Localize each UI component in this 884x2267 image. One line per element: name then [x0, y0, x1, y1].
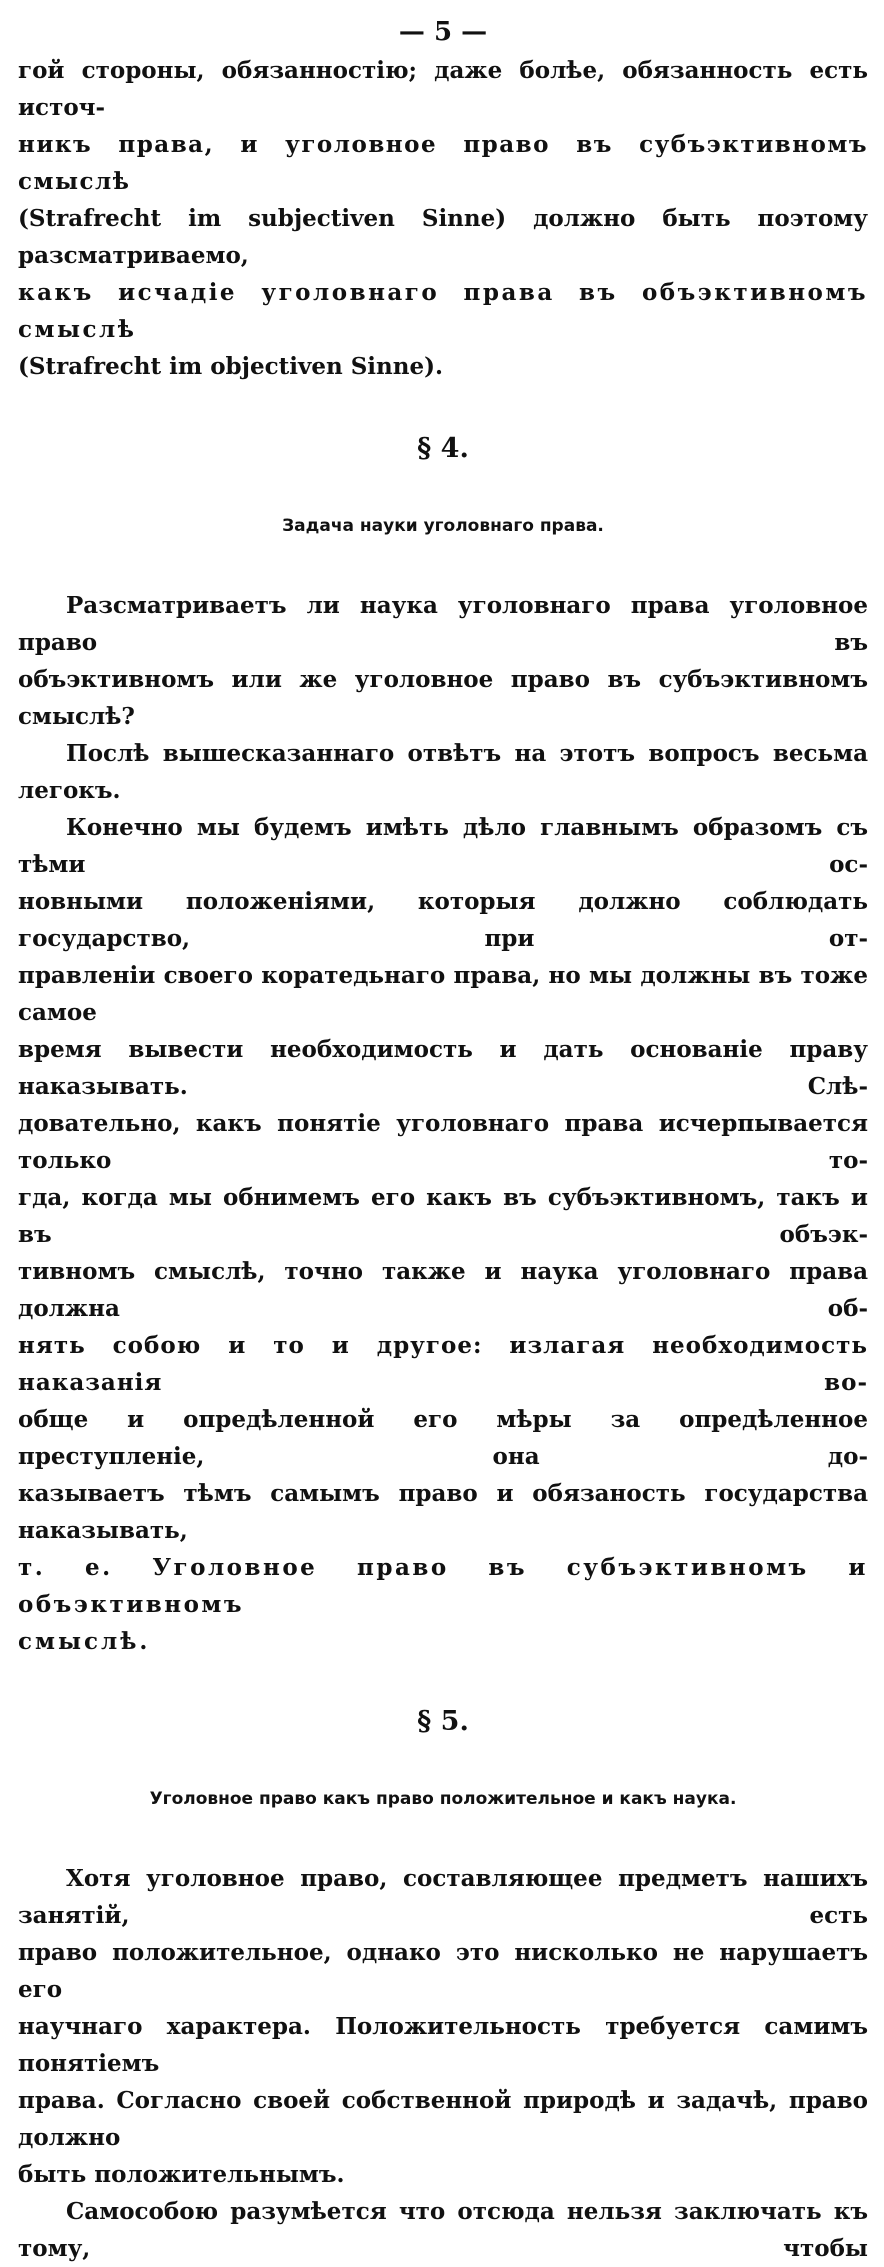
section-number: § 5. [417, 1706, 469, 1737]
paragraph [18, 809, 868, 1660]
text-line: время вывести необходимость и дать основаніе праву наказывать. Слѣ- [18, 1036, 868, 1100]
text-line: быть положительнымъ. [18, 2161, 345, 2188]
section-number: § 4. [417, 433, 469, 464]
paragraph [18, 2193, 868, 2267]
text-line: т. е. Уголовное право въ субъэктивномъ и объэктивномъ [18, 1554, 868, 1618]
text-line: Самособою разумѣется что отсюда нельзя заключать къ тому, чтобы [18, 2198, 868, 2262]
text-line: казываетъ тѣмъ самымъ право и обязаность государства наказывать, [18, 1480, 868, 1544]
text-line: Послѣ вышесказаннаго отвѣтъ на этотъ вопросъ весьма легокъ. [18, 740, 868, 804]
text-line: смыслѣ. [18, 1628, 151, 1655]
document-page [18, 12, 868, 2267]
paragraph [18, 1860, 868, 2193]
text-line: новными положеніями, которыя должно соблюдать государство, при от- [18, 888, 868, 952]
text-line: (Strafrecht im subjectiven Sinne) должно быть поэтому разсматриваемо, [18, 205, 868, 269]
text-line: гда, когда мы обнимемъ его какъ въ субъэктивномъ, такъ и въ объэк- [18, 1184, 868, 1248]
text-line: правленіи своего коратедьнаго права, но мы должны въ тоже самое [18, 962, 868, 1026]
text-line: права. Согласно своей собственной природѣ и задачѣ, право должно [18, 2087, 868, 2151]
text-line: нять собою и то и другое: излагая необходимость наказанія во- [18, 1332, 868, 1396]
text-line: никъ права, и уголовное право въ субъэктивномъ смыслѣ [18, 131, 868, 195]
text-line: обще и опредѣленной его мѣры за опредѣленное преступленіе, она до- [18, 1406, 868, 1470]
text-line: (Strafrecht im objectiven Sinne). [18, 353, 444, 380]
section-title: Задача науки уголовнаго права. [282, 516, 604, 536]
paragraph [18, 735, 868, 809]
text-line: гой стороны, обязанностію; даже болѣе, обязанность есть источ- [18, 57, 868, 121]
text-line: довательно, какъ понятіе уголовнаго права исчерпывается только то- [18, 1110, 868, 1174]
section-title: Уголовное право какъ право положительное и какъ наука. [149, 1789, 737, 1809]
text-line: Разсматриваетъ ли наука уголовнаго права уголовное право въ [18, 592, 868, 656]
text-line: какъ исчадіе уголовнаго права въ объэктивномъ смыслѣ [18, 279, 868, 343]
text-line: объэктивномъ или же уголовное право въ субъэктивномъ смыслѣ? [18, 666, 868, 730]
continuation-paragraph [18, 52, 868, 385]
paragraph [18, 587, 868, 735]
page-number: — 5 — [398, 17, 488, 47]
text-line: Конечно мы будемъ имѣть дѣло главнымъ образомъ съ тѣми ос- [18, 814, 868, 878]
text-line: тивномъ смыслѣ, точно также и наука уголовнаго права должна об- [18, 1258, 868, 1322]
text-line: право положительное, однако это нисколько не нарушаетъ его [18, 1939, 868, 2003]
text-line: Хотя уголовное право, составляющее предметъ нашихъ занятій, есть [18, 1865, 868, 1929]
text-line: научнаго характера. Положительность требуется самимъ понятіемъ [18, 2013, 868, 2077]
